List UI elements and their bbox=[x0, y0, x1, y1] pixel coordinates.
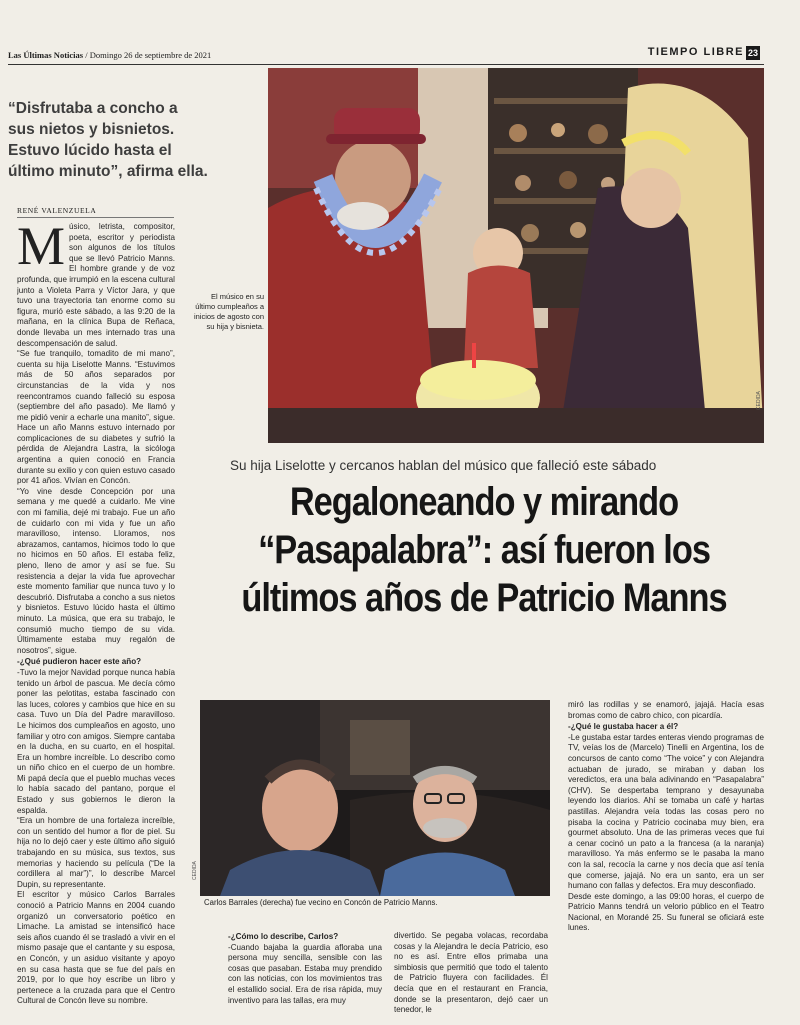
headline: Regaloneando y mirando “Pasapalabra”: así fueron los últimos años de Patricio Manns bbox=[241, 480, 727, 620]
byline: RENÉ VALENZUELA bbox=[17, 206, 97, 215]
photo-caption: El músico en su último cumpleaños a inicios de agosto con su hija y bisnieta. bbox=[193, 292, 264, 331]
body-column-4 bbox=[568, 700, 764, 1020]
paragraph: El escritor y músico Carlos Barrales conoció a Patricio Manns en 2004 cuando organizó un conversatorio poético en Limache. La amistad se intensificó hace seis años cuando él se trasladó a vivir en el mismo pasaje que el cantante y su esposa, en Concón, y un asiduo visitante y apoyo en su casa hasta que se fue del país en 2019, por lo que hoy escribe un libro y pertenece a la cruzada para que el Centro Cultural de Concón lleve su nombre. bbox=[17, 890, 175, 1006]
byline-rule bbox=[17, 217, 174, 218]
paragraph: “Yo vine desde Concepción por una semana y me quedé a cuidarlo. Me vine con mi familia, dejé mi trabajo. Fue un año de cuidarlo con mi vida y fue un año maravilloso, intenso. Lloramos, nos abrazamos, cantamos, hicimos todo lo que no hicimos en 50 años. El estaba feliz, pleno, lleno de amor y así se fue. Su resistencia a dejar la vida fue aprovechar este momento familiar que nunca tuvo y lo descubrió. Disfrutaba a concho a sus nietos y bisnietos. Estuvo lúcido hasta el último minuto. La música, que era su trabajo, le consumió mucho tiempo de su vida. Últimamente estaba muy regalón de nosotros”, sigue. bbox=[17, 486, 175, 655]
photo-credit: CEDIDA bbox=[192, 861, 198, 880]
page-number: 23 bbox=[747, 48, 758, 58]
subheadline: Su hija Liselotte y cercanos hablan del músico que falleció este sábado bbox=[230, 458, 657, 473]
newspaper-name: Las Últimas Noticias bbox=[8, 50, 84, 60]
pull-quote: “Disfrutaba a concho a sus nietos y bisnietos. Estuvo lúcido hasta el último minuto”, afirma ella. bbox=[8, 100, 208, 180]
paragraph: miró las rodillas y se enamoró, jajajá. Hacía esas bromas como de cabro chico, con picardía. bbox=[568, 700, 764, 720]
masthead-date bbox=[8, 50, 211, 60]
birthday-photo bbox=[268, 68, 764, 443]
paragraph: úsico, letrista, compositor, poeta, escritor y periodista son algunos de los títulos que se llevó Patricio Manns. El hombre grande y de voz profunda, que irrumpió en la escena cultural junto a Violeta Parra y Víctor Jara, y que tuvo una trayectoria tan enorme como su figura, murió este sábado, a las 9:20 de la mañana, en la clínica Bupa de Reñaca, donde llevaba un mes internado tras una descompensación de salud. bbox=[17, 222, 175, 348]
paragraph: “Se fue tranquilo, tomadito de mi mano”, cuenta su hija Liselotte Manns. “Estuvimos más de 50 años separados por circunstancias de la vida y nos reencontramos cuando falleció su esposa (septiembre del año pasado). Me llamó y me pidió venir a echarle una manito”, sigue. Hace un año Manns estuvo internado por complicaciones de su diabetes y sufrió la pérdida de Alejandra Lastra, la sicóloga argentina a quien conoció en Francia durante su exilio y con quien estuvo casado por 41 años. Vivían en Concón. bbox=[17, 349, 175, 486]
drop-cap: M bbox=[17, 222, 66, 276]
header-rule bbox=[8, 64, 764, 65]
interview-question: -¿Cómo lo describe, Carlos? bbox=[228, 932, 339, 941]
body-column-1 bbox=[17, 222, 175, 1022]
body-column-3 bbox=[394, 931, 548, 1021]
body-column-2 bbox=[228, 931, 382, 1021]
two-men-photo bbox=[200, 700, 550, 896]
publication-date: / Domingo 26 de septiembre de 2021 bbox=[83, 50, 212, 60]
paragraph: divertido. Se pegaba volacas, recordaba cosas y la Alejandra le decía Patricio, eso no es así. Entre ellos primaba una simbiosis que permitió que todo el talento de Patricio fluyera con facilidades. Él decía que en el restaurant en Francia, donde se la presentaron, dejó caer un tenedor, le bbox=[394, 931, 548, 1015]
photo-caption: Carlos Barrales (derecha) fue vecino en Concón de Patricio Manns. bbox=[204, 898, 438, 907]
photo-credit: CEDIDA bbox=[756, 391, 762, 410]
paragraph: -Tuvo la mejor Navidad porque nunca había tenido un árbol de pascua. Me decía cómo poner las pelotitas, estaba fascinado con las luces, colores y cambios que hice en su casa. Tuvo un Día del Padre maravilloso. Le hicimos dos cumpleaños en agosto, uno familiar y otro con amigos. Siempre cantaba en la ducha, en su cuarto, en el hospital. Era un hombre increíble. Lo describo como un niño chico en el cuerpo de un hombre. Mi papá decía que el pueblo muchas veces lo había sacado del pantano, porque el Estado y sus gobiernos le dieron la espalda. bbox=[17, 667, 175, 815]
paragraph: Desde este domingo, a las 09:00 horas, el cuerpo de Patricio Manns tendrá un velorio público en el Teatro Nacional, en Morandé 25. Su funeral se oficiará este lunes. bbox=[568, 891, 764, 933]
interview-question: -¿Qué le gustaba hacer a él? bbox=[568, 722, 679, 732]
paragraph: “Era un hombre de una fortaleza increíble, con un sentido del humor a flor de piel. Su hija no lo dejó caer y este último año siguió trabajando en su música, sus textos, sus memorias y haciendo su película (“De la cordillera al mar”)”, lo describe Marcel Dupin, su representante. bbox=[17, 816, 175, 889]
interview-question: -¿Qué pudieron hacer este año? bbox=[17, 657, 142, 667]
paragraph: -Cuando bajaba la guardia afloraba una persona muy sencilla, sensible con las cosas que pasaban. Estaba muy prendido con las noticias, con los movimientos tras el estallido social. Era de risa rápida, muy inventivo para las tallas, era muy bbox=[228, 942, 382, 1005]
paragraph: -Le gustaba estar tardes enteras viendo programas de TV, veías los de (Marcelo) Tinelli en Argentina, los de concursos de canto como “The voice” y con Alejandra actuaban de jurado, se miraban y daban los veredictos, era una bala adivinando en “Pasapalabra” (CHV). Se despertaba temprano y desayunaba leyendo los diarios. Ahí se tomaba un café y hartas pastillas. Alejandra veía todas las cosas pero no pisaba la cocina y Patricio cocinaba muy bien, era gourmet absoluto. Una de las primeras veces que fui a cenar cocinó un pato a la francesa (a la naranja) maravilloso. Ya más enfermo se le pasaba la mano con la sal, recocía la carne y nos decía que así tenía que comerse, jajajá. No era un santo, era un ser humano con fallas y defectos. Era muy desconfiado. bbox=[568, 732, 764, 891]
section-name: TIEMPO LIBRE bbox=[647, 46, 744, 58]
